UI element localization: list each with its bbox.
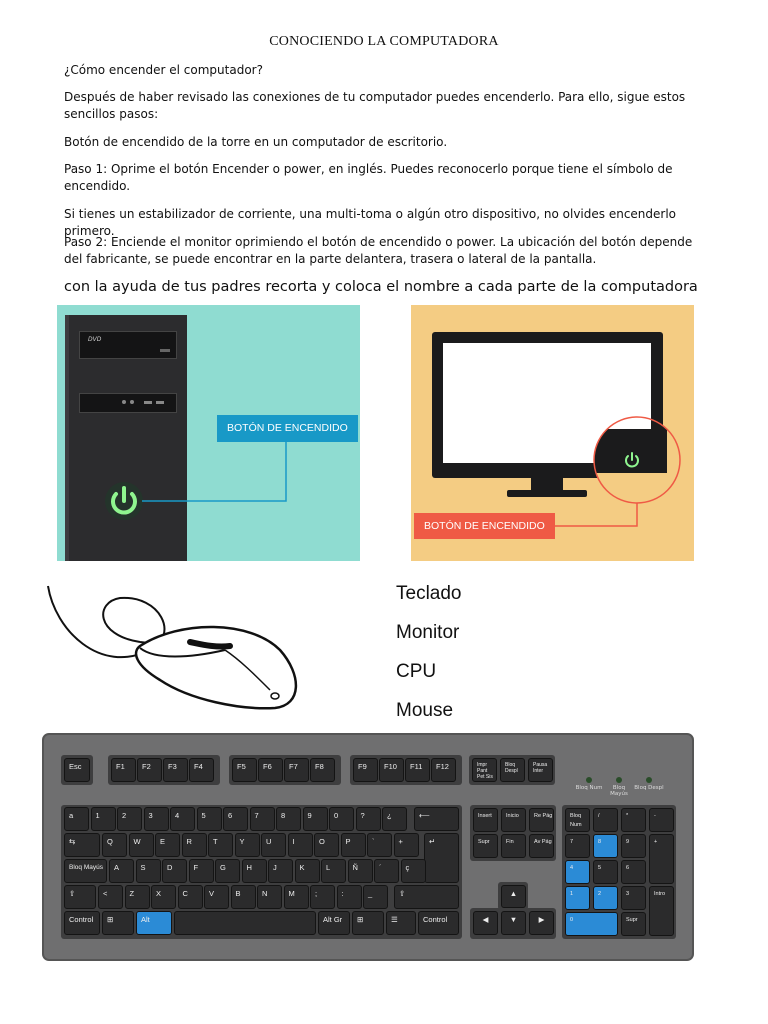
key-delete: Supr [473,834,498,858]
key-f1: F1 [111,758,136,782]
key-arrow-down: ▼ [501,911,526,935]
key-row1-10: 0 [329,807,354,831]
key-windows-left: ⊞ [102,911,134,935]
numpad-key-12: 2 [593,886,618,910]
key-row4-2: X [151,885,176,909]
key-row1-5: 5 [197,807,222,831]
key-shift-left: ⇧ [64,885,96,909]
key-row4-5: B [231,885,256,909]
key-scroll-lock: Bloq Despl [500,758,525,782]
intro-paragraph: Después de haber revisado las conexiones de tu computador puedes encenderlo. Para ello, sigue estos sencillos pasos: [64,90,686,121]
key-row3-10: ´ [374,859,399,883]
numpad-key-15: 0 [565,912,618,936]
key-row3-0: A [109,859,134,883]
key-row1-4: 4 [170,807,195,831]
key-enter: ↵ [424,833,459,883]
key-control-right: Control [418,911,459,935]
key-f3: F3 [163,758,188,782]
numpad-key-5: 8 [593,834,618,858]
step2-paragraph: Paso 2: Enciende el monitor oprimiendo el botón de encendido o power. La ubicación del botón depende del fabricante, se puede encontrar en la parte delantera, trasera o lateral de la pantalla. [64,235,693,266]
key-row3-1: S [136,859,161,883]
key-row2-9: P [341,833,366,857]
key-tab: ⇆ [64,833,100,857]
key-control-left: Control [64,911,100,935]
key-row2-7: I [288,833,313,857]
step1-paragraph: Paso 1: Oprime el botón Encender o power, en inglés. Puedes reconocerlo porque tiene el símbolo de encendido. [64,162,673,193]
key-row3-8: L [321,859,346,883]
key-menu: ☰ [386,911,416,935]
key-row4-4: V [204,885,229,909]
key-pause: Pausa Inter [528,758,553,782]
word-list [396,574,462,730]
numpad-key-7: + [649,834,674,884]
key-row2-11: + [394,833,419,857]
key-row2-5: Y [235,833,260,857]
led-caps-lock: Bloq Mayús [604,777,634,797]
key-row1-11: ? [356,807,381,831]
question-heading: ¿Cómo encender el computador? [64,63,263,77]
key-f4: F4 [189,758,214,782]
key-row3-4: G [215,859,240,883]
key-f8: F8 [310,758,335,782]
key-row3-9: Ñ [348,859,373,883]
numpad-key-16: Supr [621,912,646,936]
key-arrow-up: ▲ [501,885,526,908]
numpad-key-13: 3 [621,886,646,910]
instruction-text: con la ayuda de tus padres recorta y coloca el nombre a cada parte de la computadora [64,279,698,295]
key-page-down: Av Pág [529,834,554,858]
numpad-key-14: Intro [649,886,674,936]
key-row2-2: E [155,833,180,857]
key-row2-8: O [314,833,339,857]
numpad-key-11: 1 [565,886,590,910]
numpad-key-8: 4 [565,860,590,884]
key-row2-1: W [129,833,154,857]
key-row2-0: Q [102,833,127,857]
key-row4-0: < [98,885,123,909]
word-monitor: Monitor [396,622,460,643]
key-row4-7: M [284,885,309,909]
key-row2-4: T [208,833,233,857]
key-row1-3: 3 [144,807,169,831]
tower-caption: Botón de encendido de la torre en un computador de escritorio. [64,135,448,149]
numpad-key-2: * [621,808,646,832]
numpad-key-9: 5 [593,860,618,884]
key-alt-gr: Alt Gr [318,911,350,935]
key-arrow-right: ▶ [529,911,554,935]
led-scroll-lock: Bloq Despl [634,777,664,791]
key-windows-right: ⊞ [352,911,384,935]
key-print-screen: Impr Pant Pet Sis [472,758,497,782]
tower-power-label: BOTÓN DE ENCENDIDO [217,415,358,442]
key-home: Inicio [501,808,526,832]
cpu-tower-illustration [57,305,360,561]
key-row1-2: 2 [117,807,142,831]
key-row3-2: D [162,859,187,883]
key-f9: F9 [353,758,378,782]
numpad-key-1: / [593,808,618,832]
key-row4-8: ; [310,885,335,909]
key-page-up: Re Pág [529,808,554,832]
key-backspace: ⟵ [414,807,459,831]
key-insert: Insert [473,808,498,832]
key-row1-12: ¿ [382,807,407,831]
dvd-logo: DVD [88,336,102,343]
page-title: CONOCIENDO LA COMPUTADORA [269,34,499,49]
key-row1-1: 1 [91,807,116,831]
numpad-key-0: Bloq Num [565,808,590,832]
key-row3-3: F [189,859,214,883]
key-row4-10: _ [363,885,388,909]
key-f6: F6 [258,758,283,782]
key-row2-3: R [182,833,207,857]
key-f10: F10 [379,758,404,782]
key-row4-3: C [178,885,203,909]
numpad-key-6: 9 [621,834,646,858]
key-f2: F2 [137,758,162,782]
key-row1-7: 7 [250,807,275,831]
mouse-illustration [40,580,315,720]
key-row1-8: 8 [276,807,301,831]
key-row2-10: ` [367,833,392,857]
numpad-key-10: 6 [621,860,646,884]
key-arrow-left: ◀ [473,911,498,935]
key-f11: F11 [405,758,430,782]
key-caps-lock: Bloq Mayús [64,859,107,883]
key-row3-7: K [295,859,320,883]
key-f12: F12 [431,758,456,782]
key-row2-6: U [261,833,286,857]
key-row4-9: : [337,885,362,909]
key-row3-11: ç [401,859,426,883]
key-f5: F5 [232,758,257,782]
key-space [174,911,316,935]
key-esc: Esc [64,758,90,782]
led-num-lock: Bloq Num [574,777,604,791]
key-row4-1: Z [125,885,150,909]
key-row3-6: J [268,859,293,883]
numpad-key-3: - [649,808,674,832]
key-alt: Alt [136,911,172,935]
key-f7: F7 [284,758,309,782]
key-row3-5: H [242,859,267,883]
word-cpu: CPU [396,661,437,682]
key-shift-right: ⇧ [394,885,459,909]
key-row1-9: 9 [303,807,328,831]
monitor-power-icon[interactable] [623,451,641,469]
numpad-key-4: 7 [565,834,590,858]
key-row1-0: a [64,807,89,831]
stabilizer-paragraph: Si tienes un estabilizador de corriente, una multi-toma o algún otro dispositivo, no olvides encenderlo primero. [64,207,677,238]
keyboard-illustration [42,733,694,961]
monitor-power-label: BOTÓN DE ENCENDIDO [414,513,555,539]
key-row4-6: N [257,885,282,909]
key-row1-6: 6 [223,807,248,831]
word-teclado: Teclado [396,583,462,604]
key-end: Fin [501,834,526,858]
word-mouse: Mouse [396,700,454,721]
monitor-illustration [411,305,694,561]
